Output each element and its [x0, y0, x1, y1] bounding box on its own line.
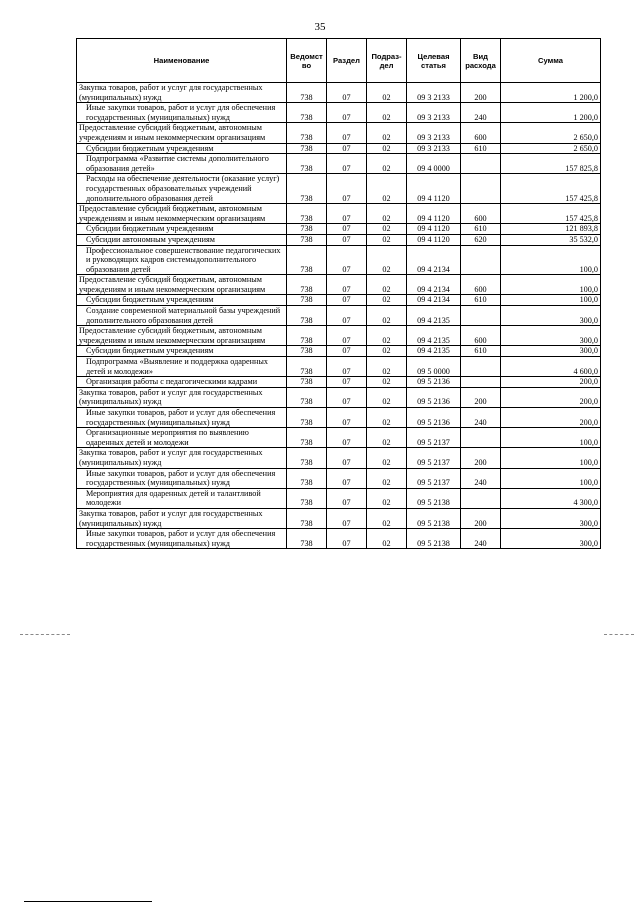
- cell-podrazdel: 02: [367, 346, 407, 357]
- cell-target: 09 4 2135: [407, 306, 461, 326]
- cell-razdel: 07: [327, 295, 367, 306]
- cell-vedomstvo: 738: [287, 387, 327, 407]
- cell-vedomstvo: 738: [287, 357, 327, 377]
- cell-podrazdel: 02: [367, 224, 407, 235]
- cell-sum: 300,0: [501, 346, 601, 357]
- table-row: [77, 123, 601, 143]
- cell-sum: 100,0: [501, 468, 601, 488]
- cell-name: Предоставление субсидий бюджетным, автономным учреждениям и иным некоммерческим организациям: [77, 204, 287, 224]
- cell-razdel: 07: [327, 103, 367, 123]
- cell-vid: [461, 377, 501, 388]
- table-row: [77, 448, 601, 468]
- cell-vedomstvo: 738: [287, 428, 327, 448]
- cell-podrazdel: 02: [367, 204, 407, 224]
- cell-target: 09 4 1120: [407, 174, 461, 204]
- cell-sum: 157 825,8: [501, 154, 601, 174]
- table-row: [77, 508, 601, 528]
- header-vedomstvo: Ведомст во: [287, 39, 327, 83]
- cell-vedomstvo: 738: [287, 295, 327, 306]
- cell-vedomstvo: 738: [287, 408, 327, 428]
- cell-sum: 300,0: [501, 306, 601, 326]
- cell-vid: 610: [461, 224, 501, 235]
- cell-sum: 157 425,8: [501, 204, 601, 224]
- cell-target: 09 5 2136: [407, 408, 461, 428]
- cell-vedomstvo: 738: [287, 245, 327, 275]
- cell-podrazdel: 02: [367, 245, 407, 275]
- cell-name: Подпрограмма «Развитие системы дополнительного образования детей»: [77, 154, 287, 174]
- cell-target: 09 4 2135: [407, 326, 461, 346]
- cell-name: Предоставление субсидий бюджетным, автономным учреждениям и иным некоммерческим организациям: [77, 326, 287, 346]
- cell-target: 09 4 1120: [407, 224, 461, 235]
- cell-razdel: 07: [327, 346, 367, 357]
- cell-name: Субсидии бюджетным учреждениям: [77, 346, 287, 357]
- cell-sum: 2 650,0: [501, 123, 601, 143]
- cell-name: Субсидии бюджетным учреждениям: [77, 295, 287, 306]
- cell-vid: [461, 488, 501, 508]
- header-target: Целевая статья: [407, 39, 461, 83]
- cell-vid: 200: [461, 387, 501, 407]
- cell-sum: 35 532,0: [501, 234, 601, 245]
- table-row: [77, 204, 601, 224]
- cell-target: 09 3 2133: [407, 123, 461, 143]
- page-number: 35: [314, 21, 326, 33]
- cell-razdel: 07: [327, 488, 367, 508]
- header-razdel: Раздел: [327, 39, 367, 83]
- cell-target: 09 4 2135: [407, 346, 461, 357]
- cell-vedomstvo: 738: [287, 488, 327, 508]
- cell-vid: [461, 428, 501, 448]
- cell-vedomstvo: 738: [287, 275, 327, 295]
- cell-name: Предоставление субсидий бюджетным, автономным учреждениям и иным некоммерческим организациям: [77, 123, 287, 143]
- table-row: [77, 488, 601, 508]
- cell-vid: 200: [461, 83, 501, 103]
- cell-vedomstvo: 738: [287, 306, 327, 326]
- cell-vedomstvo: 738: [287, 346, 327, 357]
- cell-name: Иные закупки товаров, работ и услуг для обеспечения государственных (муниципальных) нужд: [77, 103, 287, 123]
- cell-razdel: 07: [327, 306, 367, 326]
- cell-name: Субсидии бюджетным учреждениям: [77, 224, 287, 235]
- cell-sum: 300,0: [501, 508, 601, 528]
- header-vid: Вид расхода: [461, 39, 501, 83]
- cell-razdel: 07: [327, 468, 367, 488]
- cell-name: Подпрограмма «Выявление и поддержка одаренных детей и молодежи»: [77, 357, 287, 377]
- cell-target: 09 3 2133: [407, 103, 461, 123]
- cell-target: 09 4 2134: [407, 275, 461, 295]
- cell-razdel: 07: [327, 143, 367, 154]
- table-row: [77, 103, 601, 123]
- table-row: [77, 428, 601, 448]
- cell-vedomstvo: 738: [287, 326, 327, 346]
- cell-razdel: 07: [327, 245, 367, 275]
- dashed-rule-right: [604, 634, 634, 635]
- cell-target: 09 5 2137: [407, 448, 461, 468]
- cell-name: Закупка товаров, работ и услуг для государственных (муниципальных) нужд: [77, 448, 287, 468]
- cell-vid: 240: [461, 103, 501, 123]
- budget-table: [76, 38, 601, 549]
- cell-razdel: 07: [327, 174, 367, 204]
- cell-name: Закупка товаров, работ и услуг для государственных (муниципальных) нужд: [77, 83, 287, 103]
- cell-vedomstvo: 738: [287, 234, 327, 245]
- cell-podrazdel: 02: [367, 468, 407, 488]
- cell-vedomstvo: 738: [287, 83, 327, 103]
- dashed-rule-left: [20, 634, 70, 635]
- cell-target: 09 5 2136: [407, 387, 461, 407]
- cell-name: Организация работы с педагогическими кадрами: [77, 377, 287, 388]
- cell-podrazdel: 02: [367, 103, 407, 123]
- cell-podrazdel: 02: [367, 357, 407, 377]
- header-name: Наименование: [77, 39, 287, 83]
- cell-vid: 610: [461, 346, 501, 357]
- cell-podrazdel: 02: [367, 529, 407, 549]
- cell-sum: 100,0: [501, 448, 601, 468]
- cell-podrazdel: 02: [367, 174, 407, 204]
- cell-target: 09 4 2134: [407, 245, 461, 275]
- cell-name: Иные закупки товаров, работ и услуг для обеспечения государственных (муниципальных) нужд: [77, 468, 287, 488]
- cell-name: Расходы на обеспечение деятельности (оказание услуг) государственных образовательных учреждений дополнительного образования детей: [77, 174, 287, 204]
- cell-podrazdel: 02: [367, 448, 407, 468]
- table-row: [77, 387, 601, 407]
- cell-podrazdel: 02: [367, 295, 407, 306]
- cell-sum: 4 300,0: [501, 488, 601, 508]
- footnote-line: [24, 901, 152, 902]
- cell-podrazdel: 02: [367, 326, 407, 346]
- cell-sum: 200,0: [501, 377, 601, 388]
- cell-razdel: 07: [327, 408, 367, 428]
- cell-target: 09 5 2138: [407, 488, 461, 508]
- cell-vid: 600: [461, 123, 501, 143]
- cell-vedomstvo: 738: [287, 154, 327, 174]
- cell-sum: 100,0: [501, 275, 601, 295]
- cell-vid: 610: [461, 295, 501, 306]
- cell-razdel: 07: [327, 529, 367, 549]
- cell-vid: 240: [461, 529, 501, 549]
- table-row: [77, 468, 601, 488]
- cell-vid: [461, 154, 501, 174]
- cell-podrazdel: 02: [367, 306, 407, 326]
- table-row: [77, 234, 601, 245]
- cell-sum: 4 600,0: [501, 357, 601, 377]
- table-row: [77, 408, 601, 428]
- cell-target: 09 5 2137: [407, 428, 461, 448]
- cell-target: 09 5 2138: [407, 508, 461, 528]
- cell-razdel: 07: [327, 83, 367, 103]
- cell-target: 09 5 2136: [407, 377, 461, 388]
- cell-vedomstvo: 738: [287, 103, 327, 123]
- cell-vid: 600: [461, 204, 501, 224]
- cell-name: Предоставление субсидий бюджетным, автономным учреждениям и иным некоммерческим организациям: [77, 275, 287, 295]
- table-row: [77, 275, 601, 295]
- cell-razdel: 07: [327, 387, 367, 407]
- cell-razdel: 07: [327, 377, 367, 388]
- cell-vedomstvo: 738: [287, 529, 327, 549]
- header-sum: Сумма: [501, 39, 601, 83]
- cell-sum: 1 200,0: [501, 83, 601, 103]
- cell-razdel: 07: [327, 154, 367, 174]
- cell-target: 09 5 0000: [407, 357, 461, 377]
- cell-vedomstvo: 738: [287, 123, 327, 143]
- table-row: [77, 346, 601, 357]
- cell-sum: 100,0: [501, 295, 601, 306]
- cell-podrazdel: 02: [367, 143, 407, 154]
- cell-target: 09 4 1120: [407, 234, 461, 245]
- cell-vid: 620: [461, 234, 501, 245]
- cell-vid: 240: [461, 468, 501, 488]
- cell-target: 09 4 2134: [407, 295, 461, 306]
- cell-vid: 600: [461, 326, 501, 346]
- cell-sum: 121 893,8: [501, 224, 601, 235]
- cell-podrazdel: 02: [367, 275, 407, 295]
- cell-vedomstvo: 738: [287, 204, 327, 224]
- cell-sum: 200,0: [501, 408, 601, 428]
- cell-vid: [461, 245, 501, 275]
- cell-podrazdel: 02: [367, 154, 407, 174]
- cell-vid: 200: [461, 508, 501, 528]
- cell-razdel: 07: [327, 508, 367, 528]
- table-row: [77, 357, 601, 377]
- table-row: [77, 143, 601, 154]
- cell-vedomstvo: 738: [287, 448, 327, 468]
- cell-sum: 300,0: [501, 529, 601, 549]
- cell-name: Мероприятия для одаренных детей и талантливой молодежи: [77, 488, 287, 508]
- header-podrazdel: Подраз- дел: [367, 39, 407, 83]
- cell-vedomstvo: 738: [287, 508, 327, 528]
- cell-podrazdel: 02: [367, 387, 407, 407]
- table-row: [77, 377, 601, 388]
- cell-vid: 600: [461, 275, 501, 295]
- cell-sum: 300,0: [501, 326, 601, 346]
- table-body: [77, 83, 601, 549]
- cell-podrazdel: 02: [367, 508, 407, 528]
- cell-name: Субсидии бюджетным учреждениям: [77, 143, 287, 154]
- cell-target: 09 3 2133: [407, 143, 461, 154]
- cell-vid: 240: [461, 408, 501, 428]
- cell-razdel: 07: [327, 224, 367, 235]
- cell-name: Закупка товаров, работ и услуг для государственных (муниципальных) нужд: [77, 508, 287, 528]
- cell-name: Субсидии автономным учреждениям: [77, 234, 287, 245]
- cell-vid: 610: [461, 143, 501, 154]
- cell-name: Закупка товаров, работ и услуг для государственных (муниципальных) нужд: [77, 387, 287, 407]
- cell-name: Организационные мероприятия по выявлению одаренных детей и молодежи: [77, 428, 287, 448]
- cell-sum: 100,0: [501, 245, 601, 275]
- cell-vid: 200: [461, 448, 501, 468]
- table-row: [77, 295, 601, 306]
- cell-name: Создание современной материальной базы учреждений дополнительного образования детей: [77, 306, 287, 326]
- cell-sum: 1 200,0: [501, 103, 601, 123]
- table-row: [77, 326, 601, 346]
- table-row: [77, 529, 601, 549]
- table-row: [77, 224, 601, 235]
- table-row: [77, 245, 601, 275]
- table-row: [77, 83, 601, 103]
- table-row: [77, 174, 601, 204]
- cell-sum: 2 650,0: [501, 143, 601, 154]
- cell-vid: [461, 174, 501, 204]
- cell-vedomstvo: 738: [287, 468, 327, 488]
- cell-razdel: 07: [327, 234, 367, 245]
- cell-razdel: 07: [327, 428, 367, 448]
- cell-target: 09 5 2138: [407, 529, 461, 549]
- cell-name: Профессиональное совершенствование педагогических и руководящих кадров системыдополнительного образования детей: [77, 245, 287, 275]
- cell-target: 09 3 2133: [407, 83, 461, 103]
- table-header-row: [77, 39, 601, 83]
- cell-podrazdel: 02: [367, 377, 407, 388]
- cell-podrazdel: 02: [367, 408, 407, 428]
- cell-sum: 200,0: [501, 387, 601, 407]
- cell-razdel: 07: [327, 357, 367, 377]
- cell-podrazdel: 02: [367, 123, 407, 143]
- cell-razdel: 07: [327, 448, 367, 468]
- cell-razdel: 07: [327, 123, 367, 143]
- table-row: [77, 306, 601, 326]
- cell-razdel: 07: [327, 275, 367, 295]
- cell-vid: [461, 306, 501, 326]
- cell-sum: 157 425,8: [501, 174, 601, 204]
- cell-target: 09 4 0000: [407, 154, 461, 174]
- cell-target: 09 4 1120: [407, 204, 461, 224]
- cell-target: 09 5 2137: [407, 468, 461, 488]
- table-row: [77, 154, 601, 174]
- cell-sum: 100,0: [501, 428, 601, 448]
- cell-vid: [461, 357, 501, 377]
- cell-podrazdel: 02: [367, 234, 407, 245]
- cell-name: Иные закупки товаров, работ и услуг для обеспечения государственных (муниципальных) нужд: [77, 408, 287, 428]
- cell-vedomstvo: 738: [287, 224, 327, 235]
- cell-name: Иные закупки товаров, работ и услуг для обеспечения государственных (муниципальных) нужд: [77, 529, 287, 549]
- cell-podrazdel: 02: [367, 488, 407, 508]
- cell-vedomstvo: 738: [287, 143, 327, 154]
- cell-vedomstvo: 738: [287, 174, 327, 204]
- cell-podrazdel: 02: [367, 428, 407, 448]
- cell-vedomstvo: 738: [287, 377, 327, 388]
- cell-razdel: 07: [327, 326, 367, 346]
- cell-podrazdel: 02: [367, 83, 407, 103]
- cell-razdel: 07: [327, 204, 367, 224]
